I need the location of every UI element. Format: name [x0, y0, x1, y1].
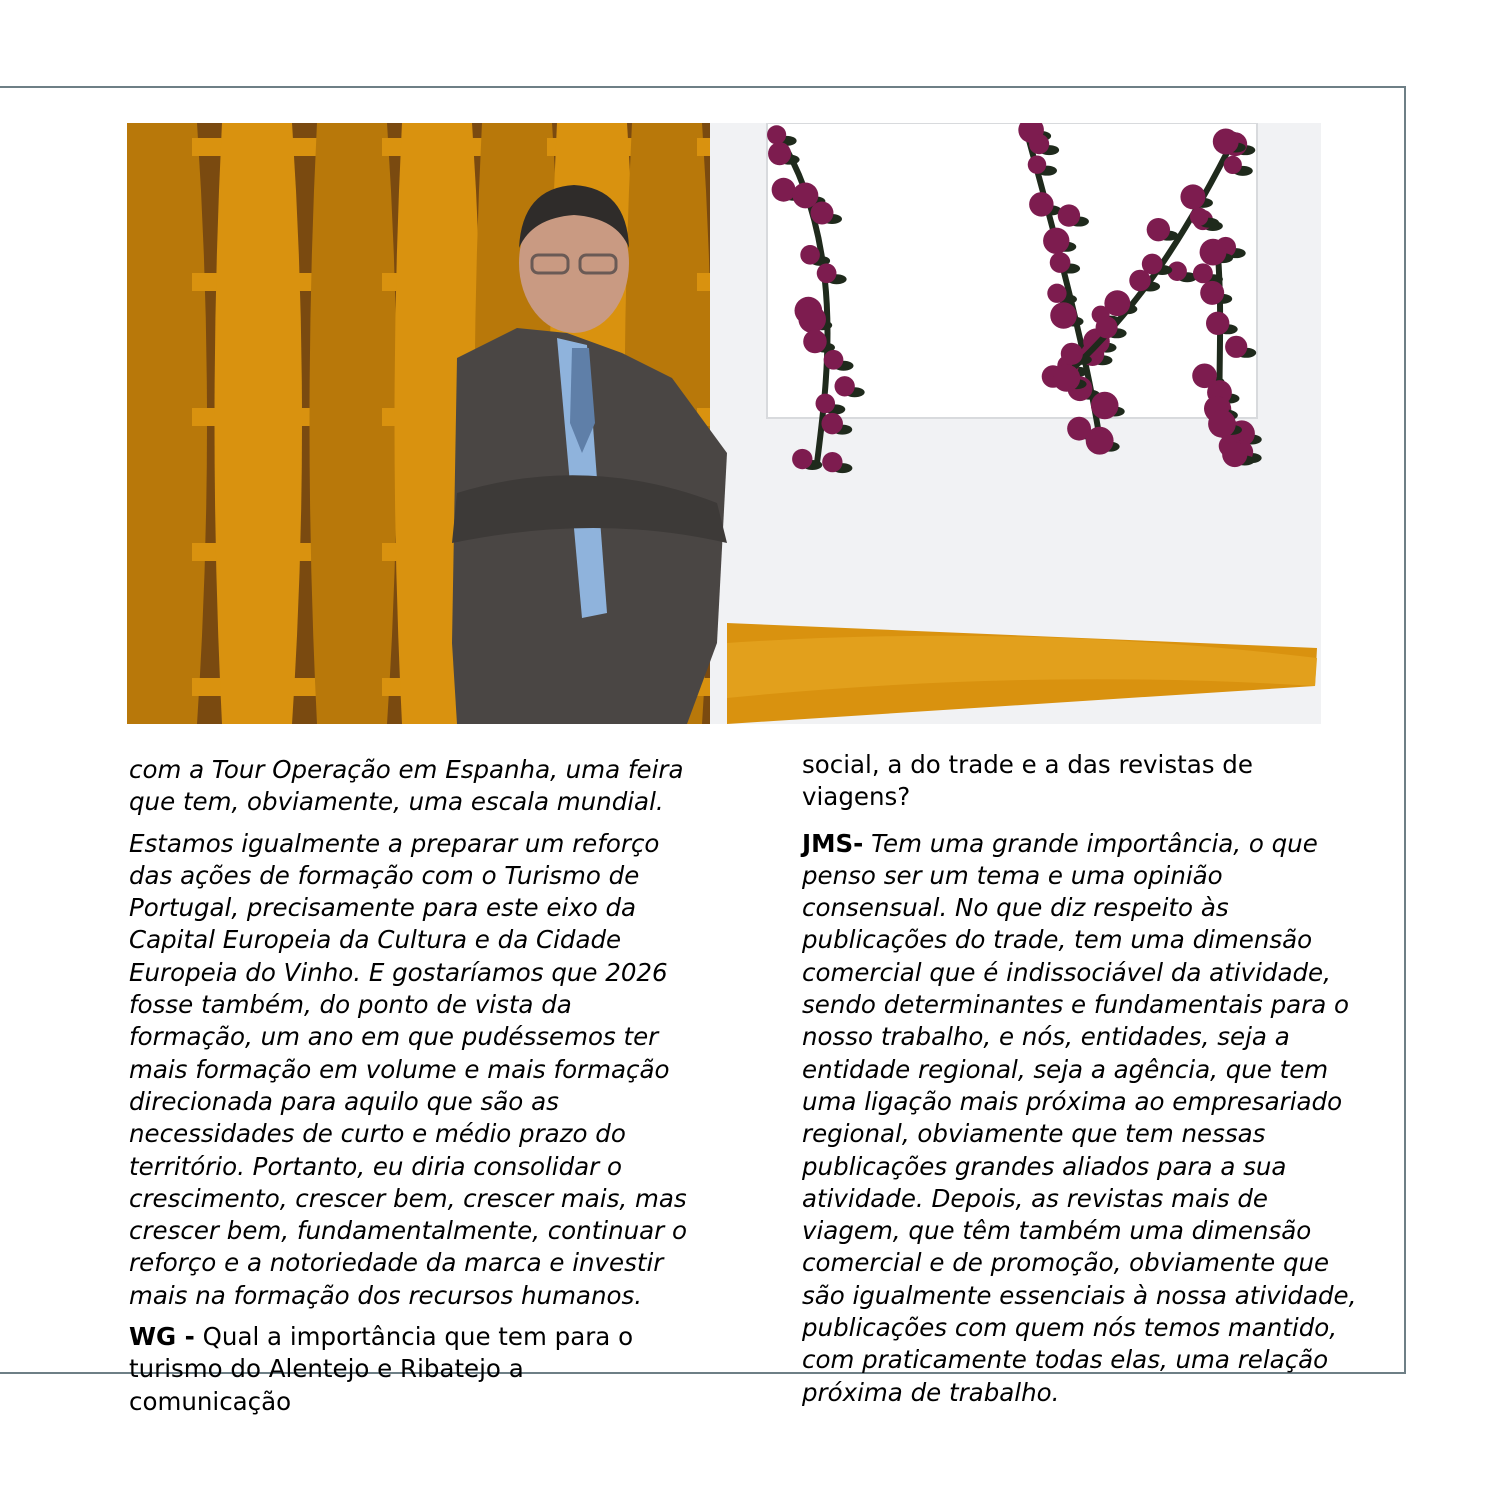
- rose: [1061, 343, 1083, 365]
- rose: [1091, 392, 1119, 420]
- rose: [1028, 155, 1046, 173]
- wood-crossbar: [192, 678, 222, 696]
- rose: [768, 142, 791, 165]
- question-paragraph: [129, 1321, 689, 1418]
- answer-paragraph: [802, 828, 1362, 1409]
- wood-crossbar: [192, 138, 222, 156]
- rose: [1224, 156, 1242, 174]
- wood-crossbar: [287, 138, 317, 156]
- rose: [1208, 410, 1236, 438]
- left-paragraph-1: com a Tour Operação em Espanha, uma feira que tem, obviamente, uma escala mundial.: [129, 755, 684, 817]
- rose: [772, 178, 796, 202]
- portrait-illustration: [127, 123, 1321, 724]
- answer-text: Tem uma grande importância, o que penso ser um tema e uma opinião consensual. No que diz respeito às publicações do trade, tem uma dimensão comercial que é indissociável da atividade, sendo determinantes e fundamentais para o nosso trabalho, e nós, entidades, seja a entidade regional, seja a agência, que tem uma ligação mais próxima ao empresariado regional, obviamente que tem nessas publicações grandes aliados para a sua atividade. Depois, as revistas mais de viagem, que têm também uma dimensão comercial e de promoção, obviamente que são igualmente essenciais à nossa atividade, publicações com quem nós temos mantido, com praticamente todas elas, uma relação próxima de trabalho.: [802, 828, 1357, 1407]
- question-continuation: social, a do trade e a das revistas de viagens?: [802, 750, 1253, 812]
- rose: [1053, 364, 1080, 391]
- left-column: [129, 754, 689, 1418]
- rose: [1050, 252, 1071, 273]
- rose: [800, 245, 820, 265]
- rose: [1190, 208, 1208, 226]
- rose: [1213, 129, 1239, 155]
- rose: [1225, 336, 1247, 358]
- rose: [792, 449, 812, 469]
- rose: [1096, 316, 1118, 338]
- rose: [816, 394, 836, 414]
- rose: [811, 201, 834, 224]
- rose: [803, 330, 827, 354]
- rose: [1222, 442, 1247, 467]
- interview-photo: [127, 123, 1321, 724]
- right-column: [802, 749, 1362, 1409]
- rose: [1029, 192, 1053, 216]
- wood-crossbar: [287, 678, 317, 696]
- question-text: Qual a importância que tem para o turismo do Alentejo e Ribatejo a comunicação: [129, 1322, 634, 1416]
- rose: [1180, 184, 1205, 209]
- rose: [1206, 312, 1229, 335]
- rose: [1147, 218, 1170, 241]
- rose: [1086, 427, 1114, 455]
- left-paragraph-2: Estamos igualmente a preparar um reforço das ações de formação com o Turismo de Portugal, precisamente para este eixo da Capital Europeia da Cultura e da Cidade Europeia do Vinho. E gostaríamos que 2026 fosse também, do ponto de vista da formação, um ano em que pudéssemos ter mais formação em volume e mais formação direcionada para aquilo que são as necessidades de curto e médio prazo do território. Portanto, eu diria consolidar o crescimento, crescer bem, crescer mais, mas crescer bem, fundamentalmente, continuar o reforço e a notoriedade da marca e investir mais na formação dos recursos humanos.: [129, 828, 688, 1310]
- rose: [1200, 239, 1227, 266]
- rose: [834, 376, 854, 396]
- rose: [1047, 284, 1066, 303]
- rose: [1193, 263, 1213, 283]
- answer-speaker: JMS-: [802, 828, 864, 858]
- rose: [798, 305, 826, 333]
- rose: [1058, 204, 1080, 226]
- rose: [821, 413, 843, 435]
- rose: [822, 452, 842, 472]
- question-speaker: WG -: [129, 1322, 195, 1352]
- rose: [1029, 134, 1049, 154]
- rose: [824, 350, 844, 370]
- rose: [1129, 270, 1151, 292]
- rose: [817, 263, 837, 283]
- rose: [1200, 281, 1224, 305]
- rose: [1043, 228, 1069, 254]
- rose: [767, 125, 786, 144]
- rose: [1050, 302, 1077, 329]
